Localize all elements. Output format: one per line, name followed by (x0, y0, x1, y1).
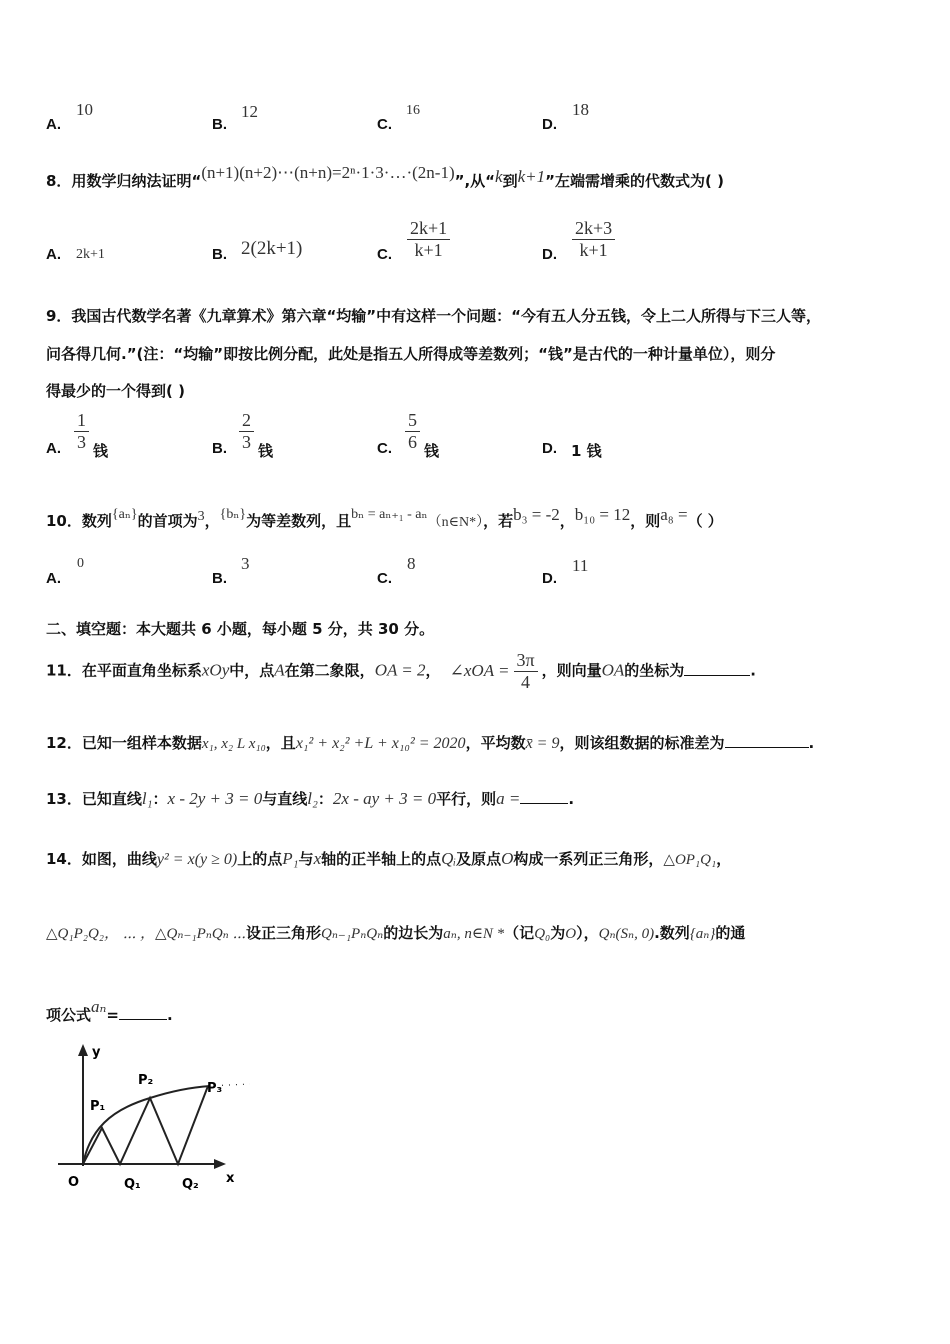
triangle-n: ， ⋯ ，△Qₙ₋₁PₙQₙ ⋯ (104, 926, 246, 942)
question-text: 的边长为 (383, 924, 444, 942)
option-value: 1 钱 (571, 442, 602, 460)
triangle-1: △OP₁Q₁ (663, 852, 717, 868)
point-p1: P₁ (282, 849, 299, 868)
q0: Q₀ (534, 926, 551, 942)
b3: b₃ = -2 (513, 505, 560, 524)
question-text: 与直线 (262, 790, 308, 808)
origin: O (501, 849, 514, 868)
question-text: 问各得几何.”(注：“均输”即按比例分配，此处是指五人所得成等差数列；“钱”是古代的一种计量单位），则分 (46, 345, 776, 363)
answer-blank[interactable] (684, 661, 750, 676)
option-label: A. (46, 246, 61, 263)
question-number: 13． (46, 790, 82, 808)
answer-blank[interactable] (520, 789, 568, 804)
answer-blank[interactable] (119, 1005, 167, 1020)
question-text: ，则 (630, 512, 661, 530)
question-text: ”左端需增乘的代数式为( ) (545, 172, 724, 190)
question-text: ， (425, 661, 441, 680)
quote: ” (454, 172, 465, 190)
p2-label: P₂ (138, 1073, 154, 1088)
point-a: A (274, 660, 285, 680)
question-number: 8． (46, 172, 72, 190)
question-text: 的通 (715, 924, 746, 942)
option-label: B. (212, 570, 227, 587)
option-label: D. (542, 116, 557, 133)
option-label: C. (377, 116, 392, 133)
denominator: 4 (521, 671, 531, 692)
sequence-a: {aₙ} (689, 926, 716, 942)
general-term: aₙ (91, 997, 107, 1016)
question-text: 已知一组样本数据 (81, 734, 202, 752)
question-text: 与 (298, 850, 314, 868)
option-label: D. (542, 570, 557, 587)
option-value: 8 (407, 554, 416, 573)
option-label: B. (212, 440, 227, 457)
fraction (74, 410, 89, 452)
oa-length: OA = 2 (374, 660, 426, 680)
curve-line (83, 1086, 210, 1164)
var-a: a = (496, 789, 521, 808)
unit: 钱 (258, 442, 274, 460)
sample-data: x₁, x₂ L x₁₀ (201, 736, 266, 752)
option-label: D. (542, 246, 557, 263)
option-value: 12 (241, 102, 258, 121)
question-text: （记 (504, 924, 535, 942)
sum-of-squares: x₁² + x₂² +L + x₁₀² = 2020 (295, 735, 466, 752)
question-text: 上的点 (237, 850, 283, 868)
qn-coord: Qₙ(Sₙ, 0) (598, 926, 655, 942)
question-number: 12． (46, 734, 82, 752)
question-text: . (166, 1006, 173, 1024)
option-label: C. (377, 570, 392, 587)
x-axis-label: x (226, 1171, 235, 1186)
line-l1: l₁ (141, 789, 153, 808)
question-text: 到 (502, 172, 518, 190)
sequence-a: {aₙ} (111, 507, 138, 522)
x-axis: x (313, 849, 322, 868)
triangles-figure (50, 1040, 250, 1200)
question-text: 项公式 (46, 1006, 92, 1024)
denominator: 3 (242, 431, 251, 452)
option-label: A. (46, 440, 61, 457)
question-text: ,从“ (464, 172, 496, 190)
question-text: 用数学归纳法证明 (71, 172, 192, 190)
option-value: 2(2k+1) (241, 238, 303, 259)
question-text: 的首项为 (137, 512, 198, 530)
denominator: k+1 (579, 239, 608, 260)
question-text: 轴的正半轴上的点 (321, 850, 442, 868)
triangle-qn: Qₙ₋₁PₙQₙ (321, 926, 384, 942)
question-text: 的坐标为 (624, 661, 685, 680)
question-text: 为等差数列，且 (246, 512, 352, 530)
option-value: 16 (406, 103, 420, 118)
question-text: 已知直线 (81, 790, 142, 808)
unit: 钱 (424, 442, 440, 460)
question-text: ， (716, 850, 732, 868)
equation-1: x - 2y + 3 = 0 (167, 789, 263, 808)
question-number: 11． (46, 661, 82, 680)
angle: ∠xOA = (449, 660, 510, 680)
answer-blank[interactable] (725, 733, 809, 748)
denominator: k+1 (414, 239, 443, 260)
question-text: . (750, 661, 756, 680)
option-label: D. (542, 440, 557, 457)
origin-label: O (68, 1175, 80, 1190)
curve: y² = x(y ≥ 0) (156, 851, 238, 868)
numerator: 5 (405, 410, 420, 432)
option-label: B. (212, 116, 227, 133)
fraction (239, 410, 254, 452)
question-text: = (106, 1006, 119, 1024)
question-text: ）， (576, 924, 599, 942)
option-value: 10 (76, 100, 93, 119)
first-term: 3 (197, 509, 205, 524)
var-k-plus-1: k+1 (517, 167, 546, 186)
question-text: ： (152, 790, 168, 808)
section-heading: 二、填空题：本大题共 6 小题，每小题 5 分，共 30 分。 (46, 620, 435, 638)
question-13 (46, 788, 574, 809)
question-text: 如图，曲线 (81, 850, 157, 868)
question-text: ， (204, 512, 220, 530)
question-text: . (568, 790, 575, 808)
origin: O (565, 926, 577, 942)
question-11 (46, 650, 756, 692)
question-12 (46, 732, 814, 753)
b10: b₁₀ = 12 (574, 505, 631, 524)
question-text: ，则向量 (541, 661, 602, 680)
numerator: 3π (514, 650, 538, 672)
fraction (405, 410, 420, 452)
option-value: 2k+1 (76, 247, 105, 262)
question-text: 在平面直角坐标系 (81, 661, 202, 680)
option-label: A. (46, 116, 61, 133)
numerator: 2k+3 (572, 218, 615, 240)
question-text: ，且 (265, 734, 296, 752)
numerator: 2 (239, 410, 254, 432)
numerator: 1 (74, 410, 89, 432)
question-text: 及原点 (456, 850, 502, 868)
q2-label: Q₂ (182, 1177, 199, 1192)
equation-2: 2x - ay + 3 = 0 (332, 789, 437, 808)
p3-label: P₃ (207, 1081, 223, 1096)
question-number: 10． (46, 512, 82, 530)
option-label: A. (46, 570, 61, 587)
question-text: 构成一系列正三角形， (513, 850, 664, 868)
option-label: B. (212, 246, 227, 263)
question-text: 9．我国古代数学名著《九章算术》第六章“均输”中有这样一个问题：“今有五人分五钱，令上二人所得与下三人等， (46, 307, 822, 325)
relation: bₙ = aₙ₊₁ - aₙ (351, 507, 428, 522)
point-qi: Qᵢ (441, 849, 457, 868)
numerator: 2k+1 (407, 218, 450, 240)
question-text: （ ） (687, 512, 723, 530)
denominator: 6 (408, 431, 417, 452)
fraction (407, 218, 450, 260)
question-text: 在第二象限， (284, 661, 375, 680)
question-text: ， (559, 512, 575, 530)
line-l2: l₂ (307, 789, 318, 808)
q1-label: Q₁ (124, 1177, 141, 1192)
x-axis-arrow (214, 1159, 226, 1169)
vector-oa: OA (601, 660, 625, 680)
var-k: k (495, 167, 503, 186)
mean: x̄ = 9 (525, 735, 560, 752)
question-text: 设正三角形 (246, 924, 322, 942)
question-number: 14． (46, 850, 82, 868)
question-text: 平行，则 (436, 790, 497, 808)
question-text: .数列 (654, 924, 690, 942)
question-text: ： (317, 790, 333, 808)
option-value: 11 (572, 556, 589, 575)
question-text: 中，点 (229, 661, 275, 680)
quote: “ (191, 172, 202, 190)
triangle-2: △Q₁P₂Q₂ (46, 926, 105, 942)
question-text: 数列 (81, 512, 112, 530)
denominator: 3 (77, 431, 86, 452)
question-text: 得最少的一个得到( ) (46, 382, 185, 400)
question-text: . (808, 734, 815, 752)
sequence-b: {bₙ} (219, 507, 247, 522)
xoy: xOy (201, 660, 230, 680)
a8: a₈ = (660, 505, 688, 524)
side-an: aₙ, n∈N * (443, 926, 505, 942)
option-value: 0 (77, 556, 84, 571)
unit: 钱 (93, 442, 109, 460)
question-text: ，则该组数据的标准差为 (559, 734, 725, 752)
option-label: C. (377, 246, 392, 263)
option-label: C. (377, 440, 392, 457)
formula: (n+1)(n+2)⋯(n+n)=2ⁿ·1·3·…·(2n-1) (201, 163, 455, 182)
question-text: ，平均数 (465, 734, 526, 752)
question-text: ，若 (483, 512, 514, 530)
condition: （n∈N*） (427, 515, 484, 530)
question-text: 为 (550, 924, 566, 942)
fraction (572, 218, 615, 260)
p1-label: P₁ (90, 1099, 106, 1114)
fraction (514, 650, 538, 692)
option-value: 18 (572, 100, 589, 119)
option-value: 3 (241, 554, 250, 573)
y-axis-arrow (78, 1044, 88, 1056)
y-axis-label: y (92, 1045, 101, 1060)
